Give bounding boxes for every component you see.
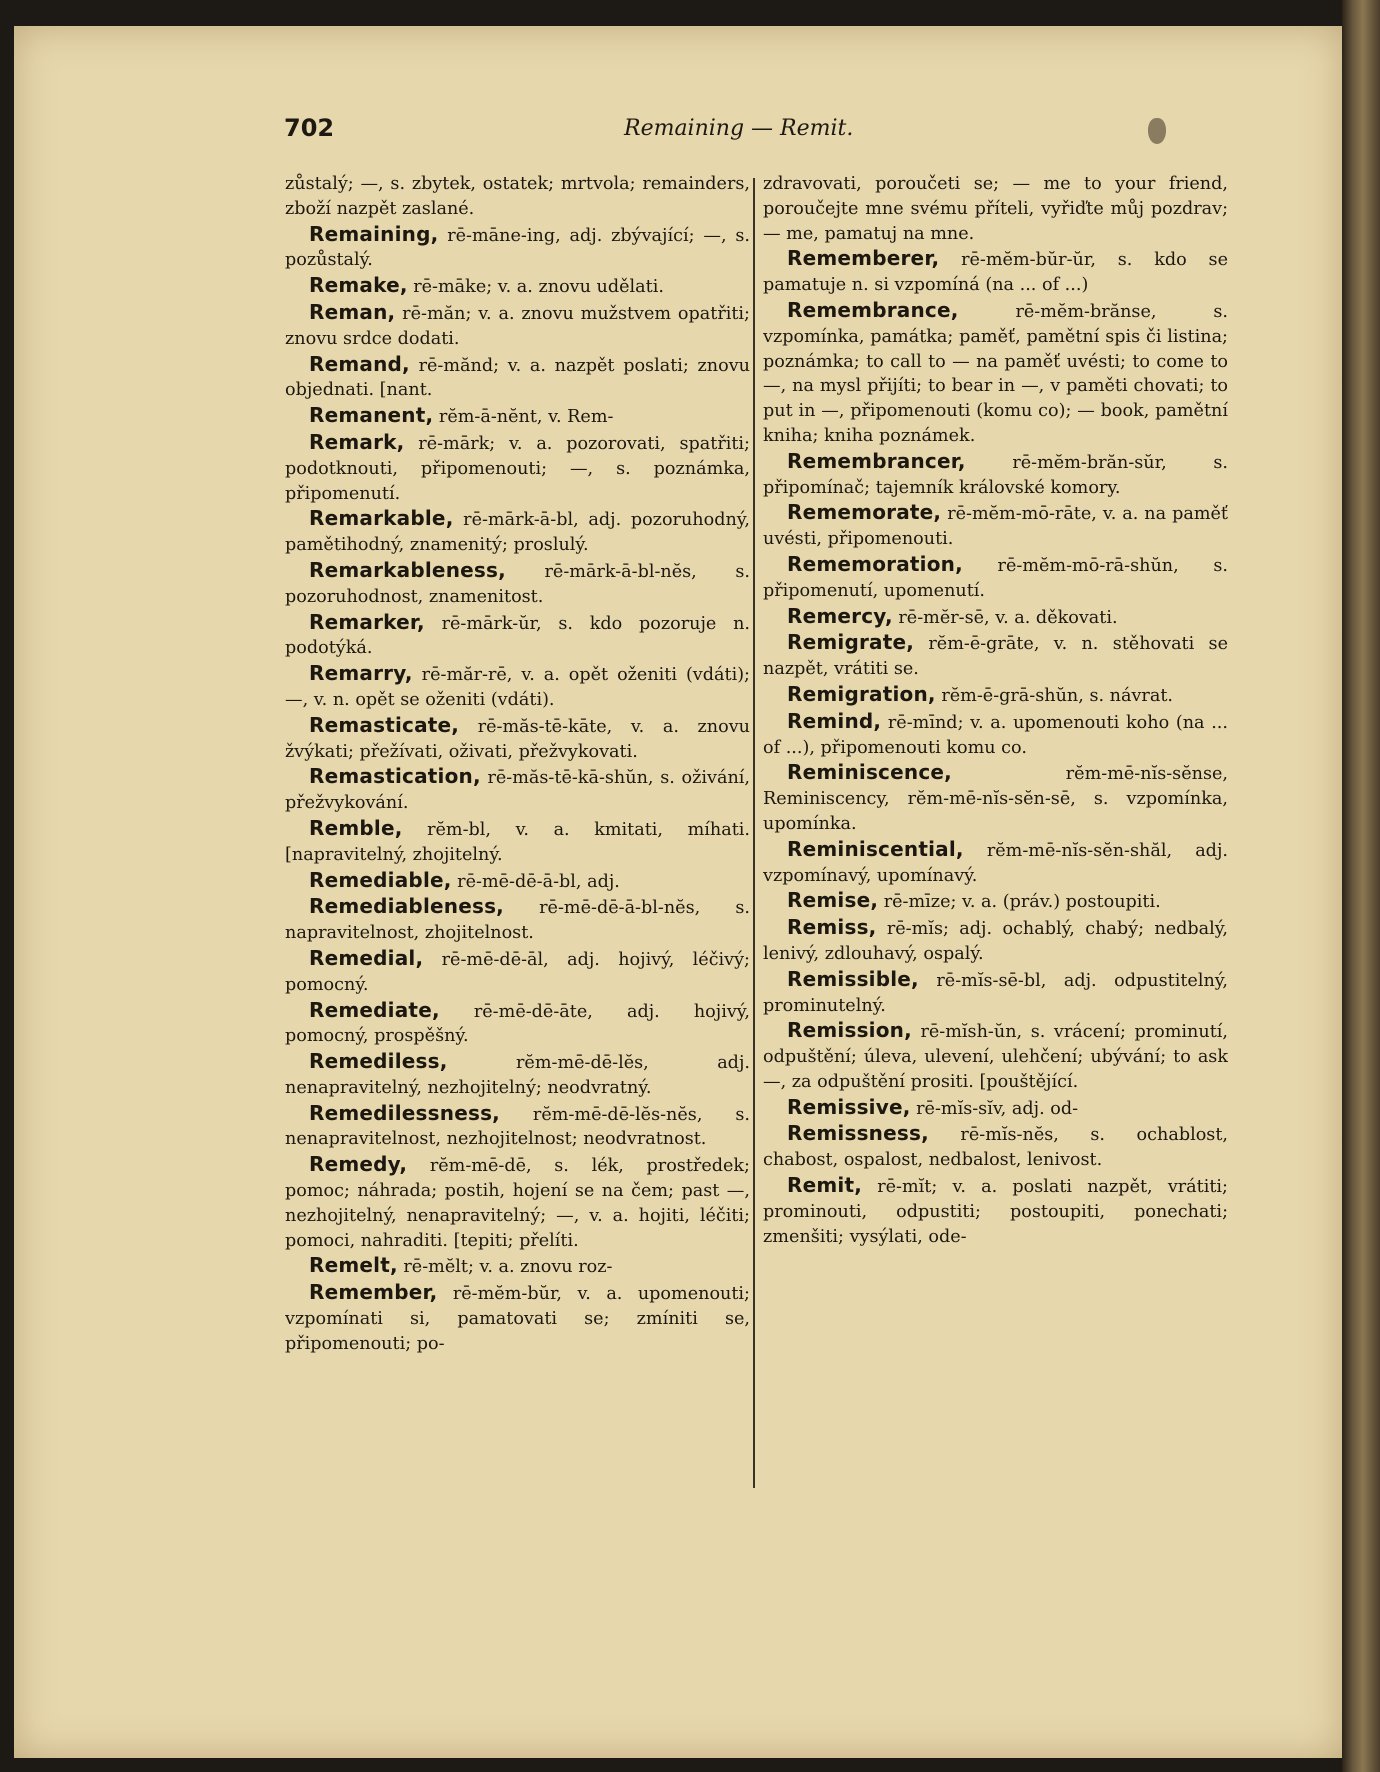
headword: Remaining, [309, 221, 439, 246]
entry-definition: rē-măs-tē-kāte, v. a. znovu žvýkati; přežívati, oživati, přežvykovati. [285, 716, 750, 762]
headword: Remise, [787, 888, 879, 913]
running-head: Remaining — Remit. [624, 116, 854, 141]
dictionary-entry [763, 682, 1228, 709]
page-header [284, 114, 1104, 148]
dictionary-entry [285, 1049, 750, 1101]
entry-definition: rē-mē-dē-āte, adj. hojivý, pomocný, prospěšný. [285, 1001, 750, 1047]
entry-definition: rē-mĕm-brănse, s. vzpomínka, památka; paměť, pamětní spis či listina; poznámka; to call to — na paměť uvésti; to come to —, na mysl přijíti; to bear in —, v paměti chovati; to put in —, připomenouti (komu co); — book, pamětní kniha; kniha poznámek. [763, 301, 1228, 446]
dictionary-entry [285, 816, 750, 868]
entry-definition: rē-mĭs-sē-bl, adj. odpustitelný, prominutelný. [763, 970, 1228, 1016]
entry-definition: rē-mĭsh-ŭn, s. vrácení; prominutí, odpuštění; úleva, ulevení, ulehčení; ubývání; to ask —, za odpuštění prositi. [pouštějící. [763, 1022, 1228, 1092]
entry-definition: rē-mē-dē-ā-bl-nĕs, s. napravitelnost, zhojitelnost. [285, 898, 750, 944]
dictionary-entry [763, 888, 1228, 915]
dictionary-entry [285, 894, 750, 946]
dictionary-entry [285, 273, 750, 300]
dictionary-entry [285, 1253, 750, 1280]
entry-definition: rē-mĕm-mō-rāte, v. a. na paměť uvésti, připomenouti. [763, 504, 1228, 550]
dictionary-entry [285, 506, 750, 558]
dictionary-entry [285, 610, 750, 662]
entry-definition: rĕm-ē-grāte, v. n. stěhovati se nazpět, vrátiti se. [763, 634, 1228, 680]
dictionary-entry [763, 298, 1228, 449]
dictionary-entry [285, 713, 750, 765]
headword: Rememorate, [787, 500, 942, 525]
entry-definition: rē-mīze; v. a. (práv.) postoupiti. [878, 892, 1161, 913]
entry-definition: rē-māke; v. a. znovu udělati. [407, 277, 664, 298]
dictionary-entry [285, 172, 750, 222]
headword: Remediable, [309, 867, 452, 892]
headword: Remediate, [309, 997, 440, 1022]
entry-definition: rĕm-mē-dē-lĕs, adj. nenapravitelný, nezhojitelný; neodvratný. [285, 1053, 750, 1098]
dictionary-entry [763, 709, 1228, 761]
dictionary-entry [763, 837, 1228, 889]
headword: Remissive, [787, 1094, 911, 1119]
headword: Remissible, [787, 966, 919, 991]
entry-definition: rē-mĭt; v. a. poslati nazpět, vrátiti; prominouti, odpustiti; postoupiti, ponechati; zmenšiti; vysýlati, ode- [763, 1177, 1228, 1247]
headword: Reminiscence, [787, 760, 952, 785]
entry-definition: rē-mĕm-bŭr-ŭr, s. kdo se pamatuje n. si vzpomíná (na ... of ...) [763, 250, 1228, 296]
headword: Remit, [787, 1173, 863, 1198]
dictionary-entry [285, 403, 750, 430]
headword: Remediableness, [309, 894, 504, 919]
entry-definition: rē-măn; v. a. znovu mužstvem opatřiti; znovu srdce dodati. [285, 303, 750, 349]
dictionary-entry [763, 1095, 1228, 1122]
dictionary-entry [285, 558, 750, 610]
dictionary-entry [285, 352, 750, 404]
dictionary-entry [285, 300, 750, 352]
headword: Remercy, [787, 603, 893, 628]
entry-definition: rē-măr-rē, v. a. opět oženiti (vdáti); —, v. n. opět se oženiti (vdáti). [285, 665, 750, 710]
dictionary-entry [763, 246, 1228, 298]
entry-definition: rĕm-mē-dē-lĕs-nĕs, s. nenapravitelnost, nezhojitelnost; neodvratnost. [285, 1104, 750, 1150]
headword: Remasticate, [309, 712, 460, 737]
entry-definition: zdravovati, poroučeti se; — me to your friend, poroučejte mne svému příteli, vyřiďte můj pozdrav; — me, pamatuj na mne. [763, 174, 1228, 244]
entry-definition: rē-mĭs-nĕs, s. ochablost, chabost, ospalost, nedbalost, lenivost. [763, 1125, 1228, 1171]
headword: Remarry, [309, 661, 413, 686]
entry-definition: rĕm-mē-nĭs-sĕn-shăl, adj. vzpomínavý, upomínavý. [763, 840, 1228, 886]
headword: Remedy, [309, 1152, 408, 1177]
entry-definition: rĕm-ā-nĕnt, v. Rem- [433, 407, 614, 428]
book-edge [1342, 0, 1380, 1772]
entry-definition: rē-mĭs; adj. ochablý, chabý; nedbalý, lenivý, zdlouhavý, ospalý. [763, 919, 1228, 964]
entry-definition: rē-mĭs-sĭv, adj. od- [910, 1098, 1079, 1119]
right-column [763, 172, 1228, 1732]
dictionary-entry [763, 552, 1228, 604]
headword: Reman, [309, 299, 396, 324]
dictionary-entry [763, 172, 1228, 246]
dictionary-entry [763, 1018, 1228, 1094]
headword: Remedial, [309, 945, 424, 970]
dictionary-entry [285, 946, 750, 998]
dictionary-entry [763, 967, 1228, 1019]
dictionary-entry [763, 449, 1228, 501]
headword: Remarkableness, [309, 557, 506, 582]
entry-definition: rĕm-bl, v. a. kmitati, míhati. [napravitelný, zhojitelný. [285, 819, 750, 865]
dictionary-entry [763, 760, 1228, 836]
entry-definition: rē-mārk-ā-bl-nĕs, s. pozoruhodnost, znamenitost. [285, 561, 750, 607]
dictionary-entry [285, 764, 750, 816]
entry-definition: rē-mĕm-mō-rā-shŭn, s. připomenutí, upomenutí. [763, 555, 1228, 601]
entry-definition: rē-mē-dē-āl, adj. hojivý, léčivý; pomocný. [285, 949, 750, 995]
left-column [285, 172, 750, 1732]
dictionary-entry [285, 868, 750, 895]
headword: Remble, [309, 815, 403, 840]
headword: Remarker, [309, 609, 425, 634]
entry-definition: rē-mĕr-sē, v. a. děkovati. [892, 607, 1118, 628]
entry-definition: rē-māne-ing, adj. zbývající; —, s. pozůstalý. [285, 225, 750, 271]
entry-definition: rē-mārk-ŭr, s. kdo pozoruje n. podotýká. [285, 613, 750, 659]
entry-definition: rē-mĕm-brăn-sŭr, s. připomínač; tajemník královské komory. [763, 452, 1228, 498]
headword: Rememberer, [787, 246, 940, 271]
headword: Rememoration, [787, 551, 963, 576]
ink-smudge [1148, 118, 1166, 144]
dictionary-entry [285, 998, 750, 1050]
dictionary-entry [763, 604, 1228, 631]
headword: Remarkable, [309, 506, 454, 531]
entry-definition: rē-măs-tē-kā-shŭn, s. oživání, přežvykování. [285, 768, 750, 814]
page-number: 702 [284, 114, 335, 142]
headword: Remission, [787, 1018, 912, 1043]
entry-definition: rē-mārk-ā-bl, adj. pozoruhodný, pamětihodný, znamenitý; proslulý. [285, 510, 750, 556]
headword: Remigration, [787, 681, 936, 706]
headword: Reminiscential, [787, 836, 964, 861]
entry-definition: zůstalý; —, s. zbytek, ostatek; mrtvola; remainders, zboží nazpět zaslané. [285, 174, 750, 219]
headword: Remastication, [309, 764, 481, 789]
dictionary-entry [285, 1101, 750, 1153]
entry-definition: rĕm-mē-nĭs-sĕnse, Reminiscency, rĕm-mē-nĭs-sĕn-sē, s. vzpomínka, upomínka. [763, 764, 1228, 834]
entry-definition: rē-mīnd; v. a. upomenouti koho (na ... of ...), připomenouti komu co. [763, 712, 1228, 758]
headword: Remediless, [309, 1049, 448, 1074]
headword: Remark, [309, 429, 405, 454]
headword: Remand, [309, 351, 410, 376]
dictionary-entry [763, 1121, 1228, 1173]
dictionary-entry [763, 500, 1228, 552]
entry-definition: rē-mĕlt; v. a. znovu roz- [397, 1257, 613, 1278]
headword: Remember, [309, 1280, 438, 1305]
headword: Remedilessness, [309, 1100, 500, 1125]
headword: Remissness, [787, 1121, 929, 1146]
entry-definition: rē-mănd; v. a. nazpět poslati; znovu objednati. [nant. [285, 355, 750, 401]
entry-definition: rĕm-mē-dē, s. lék, prostředek; pomoc; náhrada; postih, hojení se na čem; past —, nezhojitelný, nenapravitelný; —, v. a. hojiti, léčiti; pomoci, nahraditi. [tepiti; přelíti. [285, 1156, 750, 1251]
column-divider [753, 178, 755, 1488]
dictionary-entry [285, 1280, 750, 1356]
headword: Remembrance, [787, 297, 959, 322]
dictionary-entry [285, 222, 750, 274]
entry-definition: rĕm-ē-grā-shŭn, s. návrat. [935, 685, 1173, 706]
dictionary-entry [285, 1152, 750, 1253]
dictionary-entry [763, 630, 1228, 682]
headword: Remanent, [309, 403, 434, 428]
headword: Remind, [787, 708, 882, 733]
headword: Remake, [309, 273, 408, 298]
dictionary-entry [763, 1173, 1228, 1249]
entry-definition: rē-mē-dē-ā-bl, adj. [451, 871, 620, 892]
dictionary-entry [285, 661, 750, 713]
dictionary-entry [763, 915, 1228, 967]
entry-definition: rē-mĕm-bŭr, v. a. upomenouti; vzpomínati si, pamatovati se; zmíniti se, připomenouti; po- [285, 1284, 750, 1354]
headword: Remigrate, [787, 630, 915, 655]
entry-definition: rē-mārk; v. a. pozorovati, spatřiti; podotknouti, připomenouti; —, s. poznámka, připomenutí. [285, 433, 750, 504]
headword: Remembrancer, [787, 448, 966, 473]
dictionary-entry [285, 430, 750, 506]
headword: Remelt, [309, 1253, 398, 1278]
headword: Remiss, [787, 915, 877, 940]
